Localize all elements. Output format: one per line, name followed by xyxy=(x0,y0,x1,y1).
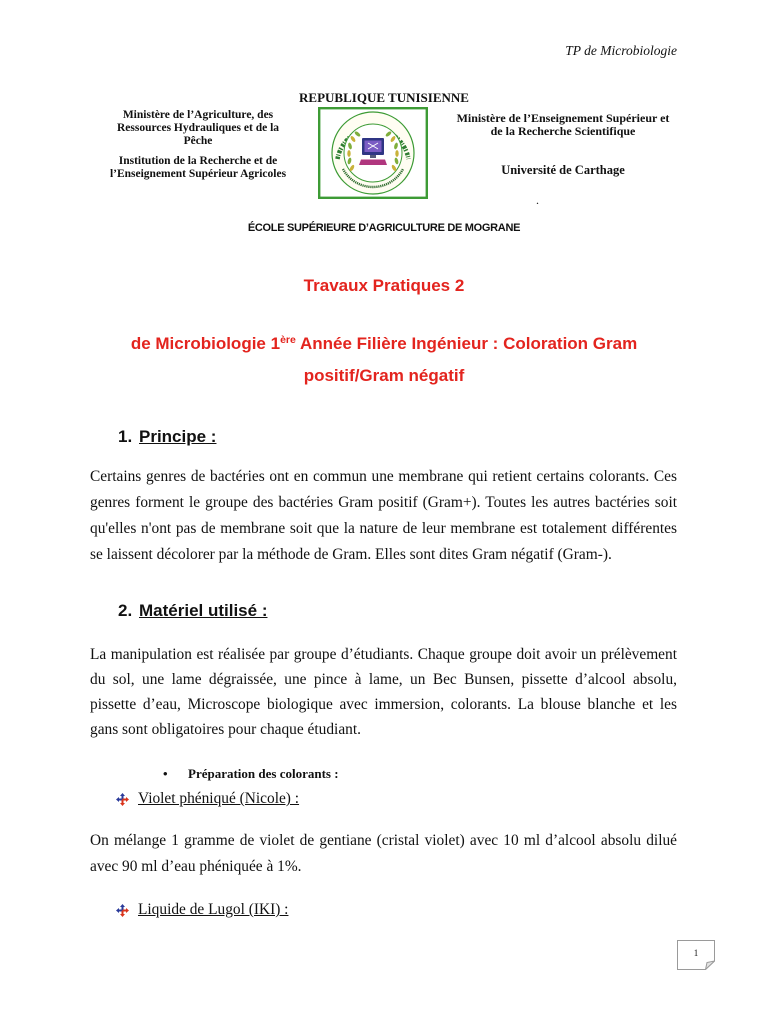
left-institution xyxy=(78,155,318,181)
list-item-violet xyxy=(116,789,416,809)
list-item-label: Violet phéniqué (Nicole) : xyxy=(138,790,300,807)
arrow-bullet-icon xyxy=(116,904,129,917)
paragraph-line: qu'elles n'ont pas de membrane soit que la nature de leur membrane est totalement différentes xyxy=(90,520,677,537)
paragraph-line: avec 90 ml d’eau phéniquée à 1%. xyxy=(90,858,302,875)
paragraph-line: On mélange 1 gramme de violet de gentiane (cristal violet) avec 10 ml d’alcool absolu dilué xyxy=(90,832,677,849)
paragraph-line: La manipulation est réalisée par groupe d’étudiants. Chaque groupe doit avoir un prélèvement xyxy=(90,646,677,663)
running-header: TP de Microbiologie xyxy=(565,43,677,58)
section-heading-text: Principe : xyxy=(139,427,217,446)
left-institution-line: Institution de la Recherche et de xyxy=(118,155,278,167)
bullet-marker: • xyxy=(163,766,168,781)
list-item-lugol xyxy=(116,900,416,920)
paragraph-violet xyxy=(90,828,677,880)
subtitle-line-2: positif/Gram négatif xyxy=(303,366,465,385)
logo-computer xyxy=(359,138,387,165)
paragraph-materiel xyxy=(90,642,677,742)
stray-mark: . xyxy=(536,193,539,207)
subtitle-line-1 xyxy=(0,328,768,360)
page-number: 1 xyxy=(693,948,699,958)
page-number-box xyxy=(677,940,715,970)
section-heading-materiel xyxy=(118,600,318,622)
bullet-text: Préparation des colorants : xyxy=(188,766,339,781)
left-ministry-line: Ressources Hydrauliques et de la xyxy=(116,122,280,134)
paragraph-line: Certains genres de bactéries ont en commun une membrane qui retient certains colorants. Ces xyxy=(90,468,677,485)
country-name: REPUBLIQUE TUNISIENNE xyxy=(299,90,469,105)
school-name: ÉCOLE SUPÉRIEURE D’AGRICULTURE DE MOGRANE xyxy=(247,222,521,234)
section-number: 1. xyxy=(118,427,133,446)
paragraph-line: gans sont obligatoires pour chaque étudiant. xyxy=(90,721,361,738)
paragraph-line: genres forment le groupe des bactéries Gram positif (Gram+). Toutes les autres bactéries soit xyxy=(90,494,677,511)
school-logo xyxy=(318,107,428,199)
arrow-bullet-icon xyxy=(116,793,129,806)
right-ministry-line: de la Recherche Scientifique xyxy=(490,124,636,138)
right-ministry xyxy=(443,112,683,138)
section-heading-text: Matériel utilisé : xyxy=(139,601,268,620)
section-number: 2. xyxy=(118,601,133,620)
subtitle-pre: de Microbiologie 1 xyxy=(130,334,281,353)
right-ministry-line: Ministère de l’Enseignement Supérieur et xyxy=(456,111,670,125)
university-name: Université de Carthage xyxy=(501,163,625,177)
left-ministry-line: Ministère de l’Agriculture, des xyxy=(122,109,274,121)
left-ministry-line: Pêche xyxy=(183,135,213,147)
paragraph-principe xyxy=(90,464,677,568)
page-title: Travaux Pratiques 2 xyxy=(303,276,465,295)
page-subtitle xyxy=(0,328,768,392)
list-item-label: Liquide de Lugol (IKI) : xyxy=(138,901,289,918)
subtitle-ordinal: ère xyxy=(280,334,296,347)
paragraph-line: se laissent décolorer par la méthode de Gram. Elles sont dites Gram négatif (Gram-). xyxy=(90,546,612,563)
section-heading-principe xyxy=(118,426,318,448)
paragraph-line: pissette d’eau, Microscope biologique avec immersion, colorants. La blouse blanche et les xyxy=(90,696,677,713)
paragraph-line: du sol, une lame dégraissée, une pince à lame, un Bec Bunsen, pissette d’alcool absolu, xyxy=(90,671,677,688)
left-ministry xyxy=(78,109,318,148)
left-institution-line: l’Enseignement Supérieur Agricoles xyxy=(109,168,287,180)
subtitle-post: Année Filière Ingénieur : Coloration Gram xyxy=(295,334,638,353)
bullet-preparation xyxy=(163,764,463,784)
